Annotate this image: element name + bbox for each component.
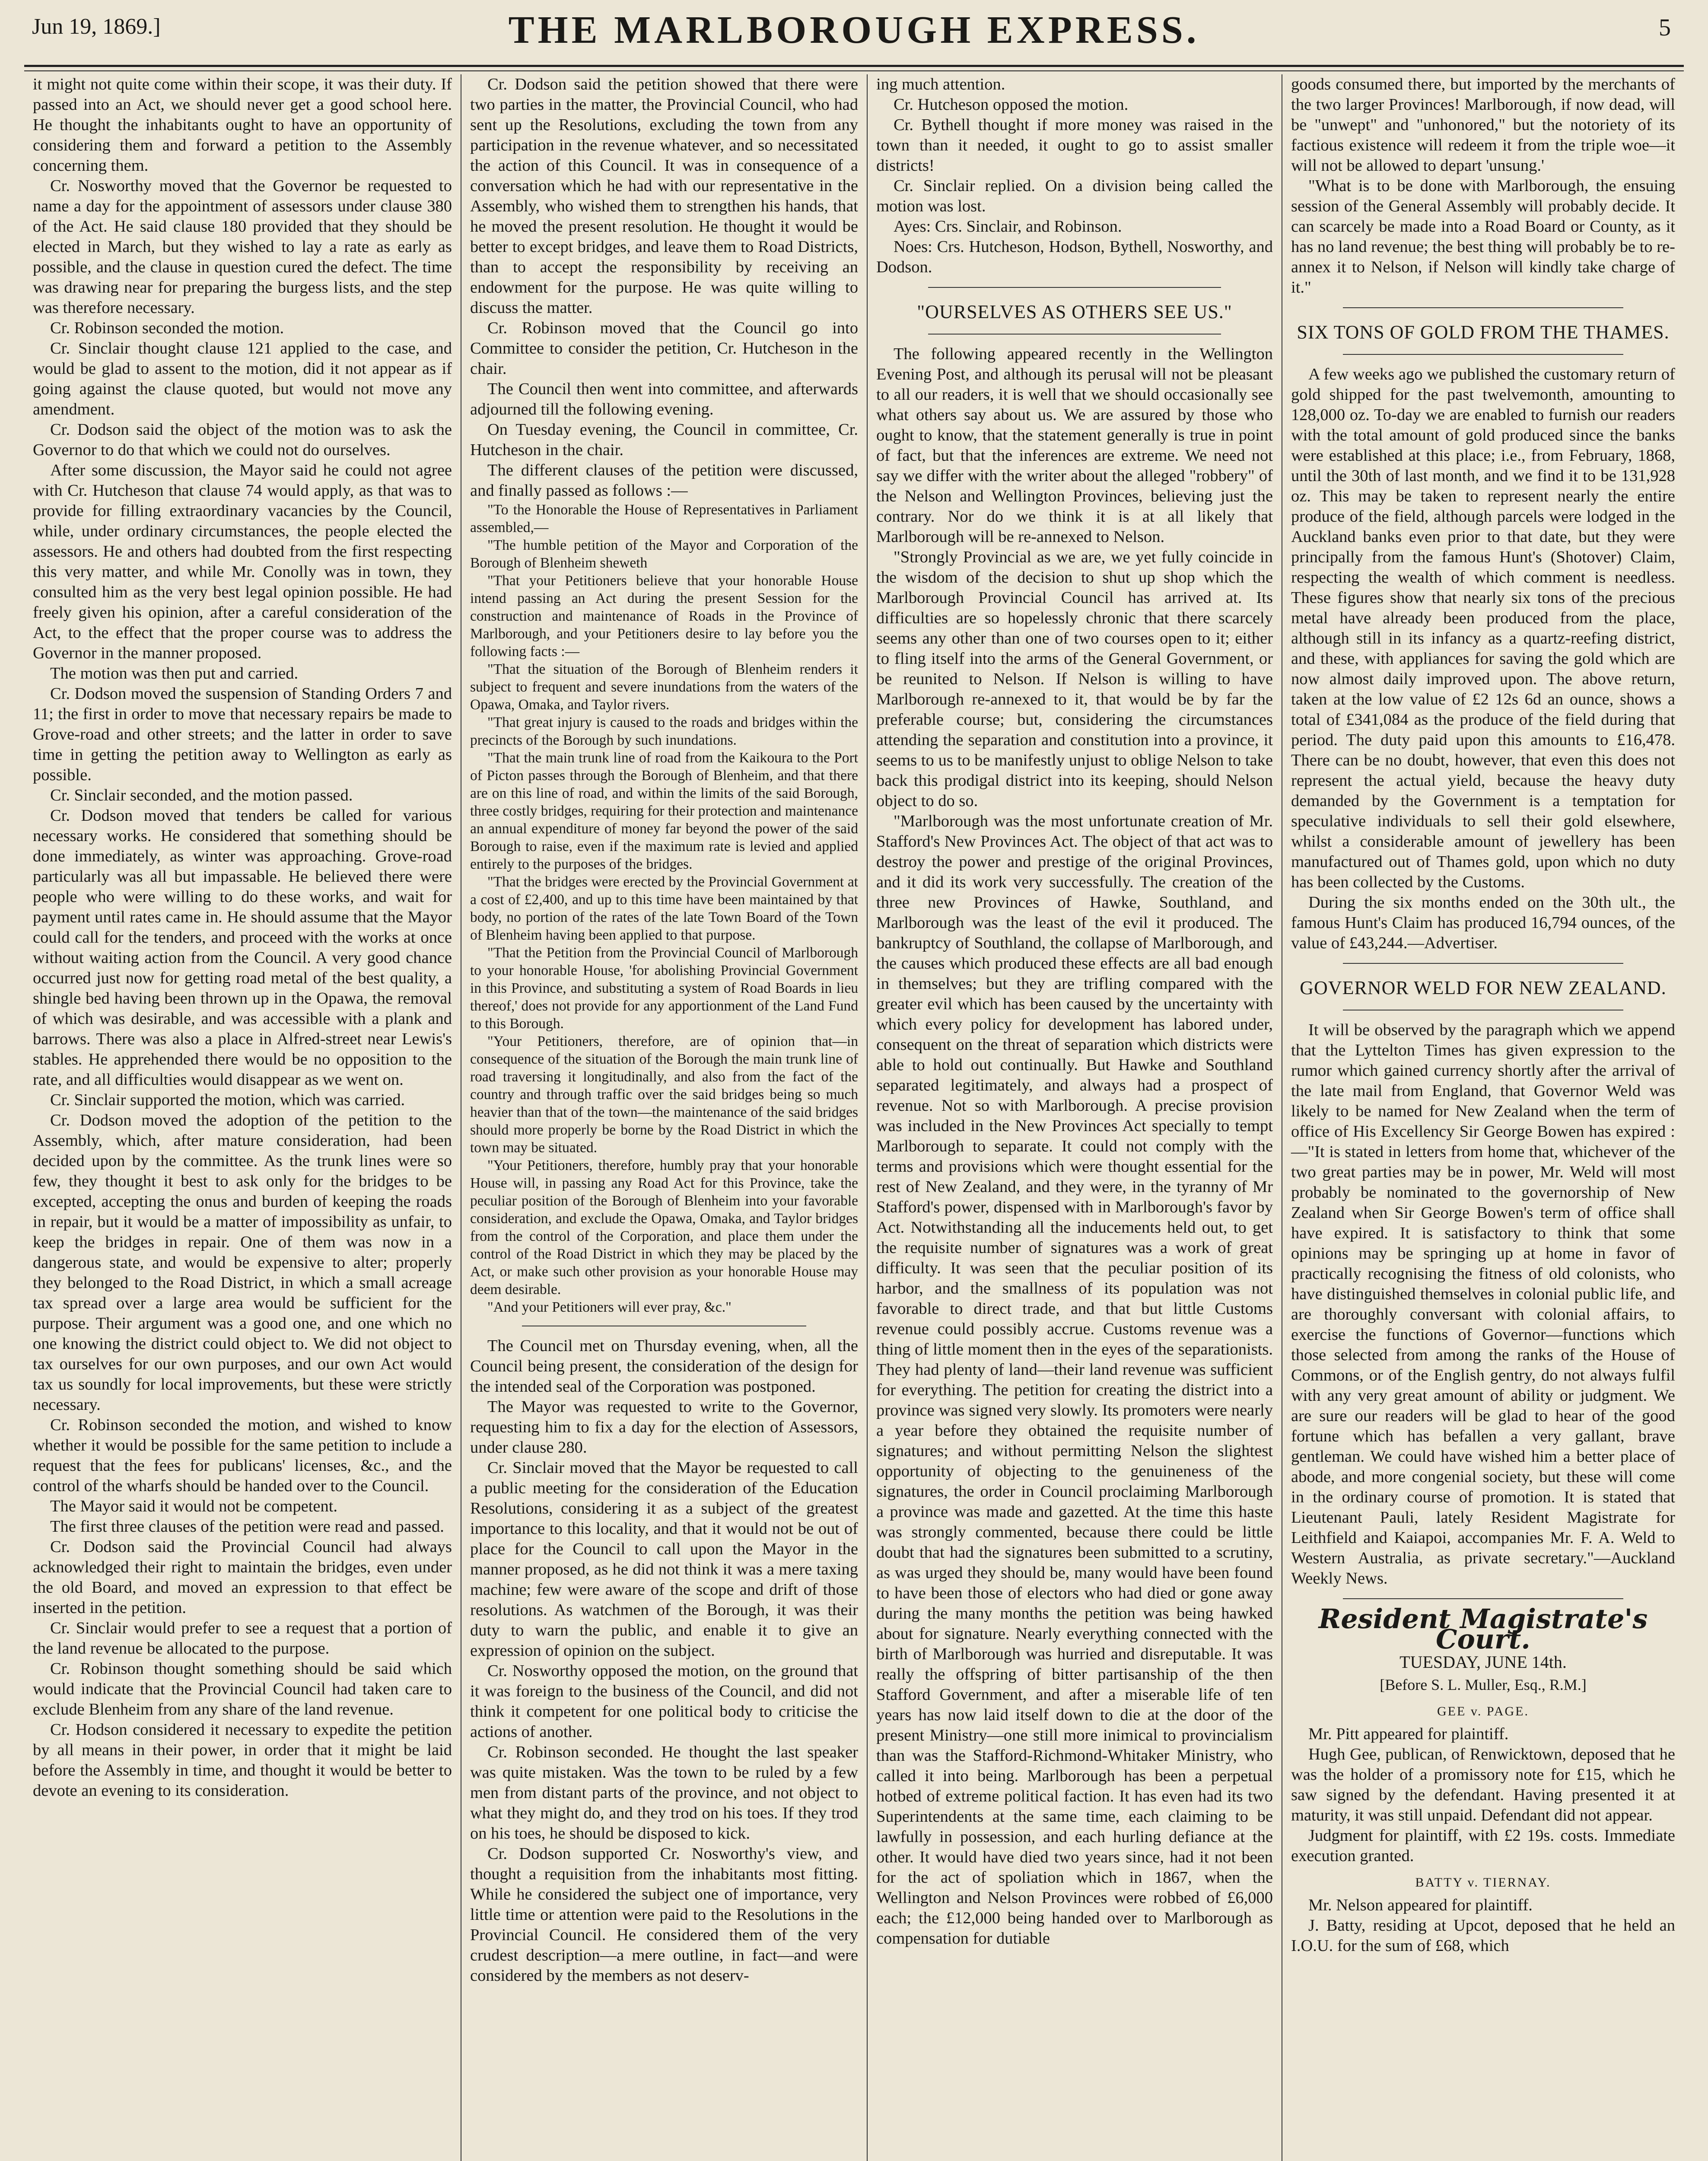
masthead-rule bbox=[24, 65, 1684, 71]
article-heading: "OURSELVES AS OTHERS SEE US." bbox=[917, 301, 1232, 322]
paragraph: Cr. Robinson seconded the motion. bbox=[50, 319, 284, 337]
petition-paragraph: "Your Petitioners, therefore, humbly pray that your honorable House will, in passing any Road Act for this Province, take the peculiar position of the Borough of Blenheim into your favorable consideration, and exclude the Opawa, Omaka, and Taylor bridges from the control of the Corporation, and place them under the control of the Road District in which they may be placed by the Act, or make such other provision as your honorable House may deem desirable. bbox=[470, 1157, 858, 1297]
paragraph: It will be observed by the paragraph which we append that the Lyttelton Times has given expression to the rumor which gained currency shortly after the arrival of the late mail from England, that Governor Weld was likely to be named for New Zealand when the term of office of His Excellency Sir George Bowen has expired :—"It is stated in letters from home that, whichever of the two great parties may be in power, Mr. Weld will most probably be nominated to the governorship of New Zealand when Sir George Bowen's term of office shall have expired. It is satisfactory to think that some opinions may be springing up at home in favor of practically recognising the fitness of old colonists, who have distinguished themselves in colonial public life, and are thoroughly conversant with colonial affairs, to exercise the functions of Governor—functions which those selected from among the ranks of the House of Commons, or of the English gentry, do not always fulfil with any very great amount of ability or judgment. We are sure our readers will be glad to hear of the good fortune which has befallen a very gallant, brave gentleman. We could have wished him a better place of abode, and more congenial society, but these will come in the ordinary course of promotion. It is stated that Lieutenant Pauli, lately Resident Magistrate for Leithfield and Kaiapoi, accompanies Mr. F. A. Weld to Western Australia, as private secretary."—Auckland Weekly News. bbox=[1291, 1021, 1675, 1587]
petition-paragraph: "That the Petition from the Provincial Council of Marlborough to your honorable House, 'for abolishing Provincial Government in this Province, and substituting a system of Road Boards in lieu thereof,' does not provide for any apportionment of the Land Fund to this Borough. bbox=[470, 945, 858, 1032]
paragraph: On Tuesday evening, the Council in committee, Cr. Hutcheson in the chair. bbox=[470, 421, 858, 459]
petition-paragraph: "That great injury is caused to the roads and bridges within the precincts of the Borough by such inundations. bbox=[470, 714, 858, 748]
section-divider bbox=[1343, 307, 1623, 308]
paragraph: Cr. Robinson thought something should be said which would indicate that the Provincial Council had taken care to exclude Blenheim from any share of the land revenue. bbox=[33, 1660, 452, 1718]
section-divider bbox=[1343, 1598, 1623, 1599]
paragraph: Cr. Sinclair seconded, and the motion passed. bbox=[50, 786, 353, 804]
masthead bbox=[24, 3, 1684, 55]
paragraph: The Mayor said it would not be competent. bbox=[50, 1497, 338, 1515]
paragraph: ing much attention. bbox=[876, 75, 1005, 93]
column-1 bbox=[24, 74, 461, 2161]
paragraph: Cr. Nosworthy moved that the Governor be requested to name a day for the appointment of assessors under clause 380 of the Act. He said clause 180 provided that they should be elected in March, but they wished to lay a rate as early as possible, and the clause in question cured the defect. The time was drawing near for preparing the burgess lists, and the step was therefore necessary. bbox=[33, 177, 452, 317]
column-4 bbox=[1282, 74, 1684, 2161]
paragraph: After some discussion, the Mayor said he could not agree with Cr. Hutcheson that clause 74 would apply, as that was to provide for filling extraordinary vacancies by the Council, while, under ordinary circumstances, the people elected the assessors. He and others had doubted from the first respecting this very matter, and while Mr. Conolly was in town, they consulted him as the very best legal opinion possible. He had freely given his opinion, after a careful consideration of the Act, to the effect that the proper course was to address the Governor in the manner proposed. bbox=[33, 461, 452, 662]
paragraph: The Mayor was requested to write to the Governor, requesting him to fix a day for the election of Assessors, under clause 280. bbox=[470, 1398, 858, 1457]
paragraph: During the six months ended on the 30th ult., the famous Hunt's Claim has produced 16,794 ounces, of the value of £43,244.—Advertiser. bbox=[1291, 893, 1675, 952]
paragraph: Mr. Nelson appeared for plaintiff. bbox=[1308, 1896, 1533, 1914]
paragraph: The Council then went into committee, and afterwards adjourned till the following evening. bbox=[470, 380, 858, 418]
paragraph: The following appeared recently in the Wellington Evening Post, and although its perusal will not be pleasant to all our readers, it is well that we should occasionally see what others say about us. We are assured by those who ought to know, that the statement generally is true in point of fact, but that the inferences are extreme. We need not say we differ with the writer about the alleged "robbery" of the Nelson and Wellington Provinces, believing just the contrary. Nor do we think it is at all likely that Marlborough will be re-annexed to Nelson. bbox=[876, 345, 1273, 546]
paragraph: Cr. Dodson moved that tenders be called for various necessary works. He considered that something should be done immediately, as winter was approaching. Grove-road particularly was all but impassable. He believed there were people who were willing to do these works, and wait for payment until rates came in. He should assume that the Mayor could call for the tenders, and proceed with the works at once without waiting action from the Council. A very good chance occurred just now for getting road metal of the best quality, a shingle bed having been thrown up in the Opawa, the removal of which was desirable, and was accessible with a plank and barrows. There was also a place in Alfred-street near Lewis's stables. He apprehended there would be no opposition to the rate, and all difficulties would disappear as we went on. bbox=[33, 806, 452, 1089]
newspaper-title: THE MARLBOROUGH EXPRESS. bbox=[508, 9, 1200, 51]
court-date: TUESDAY, JUNE 14th. bbox=[1399, 1652, 1567, 1672]
paragraph: Cr. Sinclair replied. On a division being called the motion was lost. bbox=[876, 177, 1273, 215]
paragraph: Hugh Gee, publican, of Renwicktown, deposed that he was the holder of a promissory note for £15, which he saw signed by the defendant. Having presented it at maturity, it was still unpaid. Defendant did not appear. bbox=[1291, 1745, 1675, 1824]
paragraph: The different clauses of the petition were discussed, and finally passed as follows :— bbox=[470, 461, 858, 500]
paragraph: goods consumed there, but imported by the merchants of the two larger Provinces! Marlborough, if now dead, will be "unwept" and "unhonored," but the notoriety of its factious existence will redeem it from the triple woe—it will not be allowed to depart 'unsung.' bbox=[1291, 75, 1675, 175]
paragraph: Cr. Bythell thought if more money was raised in the town than it needed, it ought to go to assist smaller districts! bbox=[876, 116, 1273, 175]
paragraph: "What is to be done with Marlborough, the ensuing session of the General Assembly will probably decide. It can scarcely be made into a Road Board or County, as it has no land revenue; the best thing will probably be to re-annex it to Nelson, if Nelson will kindly take charge of it." bbox=[1291, 177, 1675, 296]
column-3 bbox=[867, 74, 1282, 2161]
paragraph: Cr. Sinclair thought clause 121 applied to the case, and would be glad to assent to the motion, did it not appear as if going against the clause quoted, but would not move any amendment. bbox=[33, 339, 452, 418]
paragraph: Noes: Crs. Hutcheson, Hodson, Bythell, Nosworthy, and Dodson. bbox=[876, 238, 1273, 276]
paragraph: J. Batty, residing at Upcot, deposed that he held an I.O.U. for the sum of £68, which bbox=[1291, 1916, 1675, 1955]
petition-paragraph: "The humble petition of the Mayor and Corporation of the Borough of Blenheim sheweth bbox=[470, 537, 858, 571]
paragraph: "Marlborough was the most unfortunate creation of Mr. Stafford's New Provinces Act. The object of that act was to destroy the power and prestige of the original Provinces, and it did its work very successfully. The creation of the three new Provinces of Hawke, Southland, and Marlborough was the least of the evil it produced. The bankruptcy of Southland, the collapse of Marlborough, and the causes which produced these effects are all bad enough in themselves; but they are trifling compared with the greater evil which has been caused by the uncertainty with which every policy for development has labored under, consequent on the threat of separation which districts were able to hold out continually. But Hawke and Southland separated legitimately, and always had a prospect of revenue. Not so with Marlborough. A precise provision was included in the New Provinces Act specially to tempt Marlborough to separate. It could not comply with the terms and provisions which were thought essential for the rest of New Zealand, and they were, in the tyranny of Mr Stafford's power, dispensed with in Marlborough's favor by Act. Notwithstanding all the inducements held out, to get the requisite number of signatures was a work of great difficulty. It was seen that the peculiar position of its harbor, and the smallness of its population was not favorable to direct trade, and that but little Customs revenue could possibly accrue. Customs revenue was a thing of little moment then in the eyes of the separationists. They had plenty of land—their land revenue was sufficient for everything. The petition for creating the district into a province was signed very slowly. Its promoters were nearly a year before they obtained the requisite number of signatures; and without permitting Nelson the slightest opportunity of objecting to the genuineness of the signatures, the order in Council proclaiming Marlborough a province was made and gazetted. At the time this haste was strongly commented, because there could be little doubt that had the signatures been submitted to a scrutiny, as was urged they should be, many would have been found to have been those of electors who had died or gone away during the many months the petition was being hawked about for signature. Nearly everything connected with the birth of Marlborough was hurried and disreputable. It was really the offspring of bitter partisanship of the then Stafford Government, and after a miserable life of ten years has now laid itself down to die at the door of the present Ministry—one still more inimical to provincialism than was the Stafford-Richmond-Whitaker Ministry, who called it into being. Marlborough has been a perpetual hotbed of extreme political faction. It has even had its two Superintendents at the same time, each claiming to be lawfully in possession, and each hurling defiance at the other. It would have died two years since, had it not been for the act of spoliation which in 1867, when the Wellington and Nelson Provinces were robbed of £6,000 each; the £12,000 being handed over to Marlborough as compensation for dutiable bbox=[876, 812, 1273, 1947]
paragraph: Cr. Robinson seconded. He thought the last speaker was quite mistaken. Was the town to be ruled by a few men from distant parts of the province, and not object to what they might do, and they trod on his toes. If they trod on his toes, he should be disposed to kick. bbox=[470, 1743, 858, 1842]
case-title: BATTY v. TIERNAY. bbox=[1415, 1875, 1551, 1890]
case-title: GEE v. PAGE. bbox=[1437, 1704, 1529, 1718]
paragraph: Cr. Dodson moved the suspension of Standing Orders 7 and 11; the first in order to move that necessary repairs be made to Grove-road and other streets; and the latter in order to save time in getting the petition away to Wellington as early as possible. bbox=[33, 685, 452, 784]
petition-paragraph: "To the Honorable the House of Representatives in Parliament assembled,— bbox=[470, 502, 858, 535]
page-number: 5 bbox=[1659, 14, 1671, 41]
paragraph: Cr. Sinclair would prefer to see a request that a portion of the land revenue be allocated to the purpose. bbox=[33, 1619, 452, 1657]
petition-paragraph: "That the bridges were erected by the Provincial Government at a cost of £2,400, and up to this time have been maintained by that body, no portion of the rates of the late Town Board of the Town of Blenheim having been applied to that purpose. bbox=[470, 874, 858, 943]
paragraph: Cr. Robinson seconded the motion, and wished to know whether it would be possible for the same petition to include a request that the fees for publicans' licenses, &c., and the control of the wharfs should be handed over to the Council. bbox=[33, 1416, 452, 1495]
paragraph: A few weeks ago we published the customary return of gold shipped for the past twelvemonth, amounting to 128,000 oz. To-day we are enabled to furnish our readers with the total amount of gold produced since the banks were established at this place; i.e., from February, 1868, until the 30th of last month, and we find it to be 131,928 oz. This may be taken to represent nearly the entire produce of the field, although parcels were lodged in the Auckland banks even prior to that date, but they were principally from the famous Hunt's (Shotover) Claim, respecting the wealth of which comment is needless. These figures show that nearly six tons of the precious metal have already been produced from the place, although still in its infancy as a quartz-reefing district, and these, with appliances for saving the gold which are now almost daily improved upon. The above return, taken at the low value of £2 12s 6d an ounce, shows a total of £341,084 as the produce of the field during that period. The duty paid upon this amounts to £16,478. There can be no doubt, however, that even this does not represent the actual yield, because the heavy duty demanded by the Government is a temptation for speculative individuals to sell their gold elsewhere, whilst a considerable amount of jewellery has been manufactured out of Thames gold, upon which no duty has been collected by the Customs. bbox=[1291, 365, 1675, 891]
paragraph: Cr. Robinson moved that the Council go into Committee to consider the petition, Cr. Hutcheson in the chair. bbox=[470, 319, 858, 378]
paragraph: The Council met on Thursday evening, when, all the Council being present, the consideration of the design for the intended seal of the Corporation was postponed. bbox=[470, 1337, 858, 1396]
issue-date: Jun 19, 1869.] bbox=[32, 14, 161, 39]
paragraph: Mr. Pitt appeared for plaintiff. bbox=[1308, 1725, 1509, 1743]
column-2 bbox=[461, 74, 867, 2161]
court-heading: Resident Magistrate's Court. bbox=[1318, 1603, 1648, 1655]
paragraph: Cr. Dodson said the object of the motion was to ask the Governor to do that which we could not do ourselves. bbox=[33, 421, 452, 459]
petition-paragraph: "That the situation of the Borough of Blenheim renders it subject to frequent and severe inundations from the waters of the Opawa, Omaka, and Taylor rivers. bbox=[470, 661, 858, 713]
paragraph: Cr. Dodson said the Provincial Council had always acknowledged their right to maintain the bridges, even under the old Board, and moved an expression to that effect be inserted in the petition. bbox=[33, 1538, 452, 1617]
section-divider bbox=[928, 287, 1221, 288]
paragraph: "Strongly Provincial as we are, we yet fully coincide in the wisdom of the decision to shut up shop which the Marlborough Provincial Council has arrived at. Its difficulties are so hopelessly chronic that there scarcely seems any other than one of two courses open to it; either to fling itself into the arms of the General Government, or be reunited to Nelson. If Nelson is willing to have Marlborough re-annexed to it, that would be by far the preferable course; but, considering the circumstances attending the separation and constitution into a province, it seems to us to be manifestly unjust to oblige Nelson to take back this prodigal district into its keeping, should Nelson object to do so. bbox=[876, 548, 1273, 810]
petition-paragraph: "That the main trunk line of road from the Kaikoura to the Port of Picton passes through the Borough of Blenheim, and that there are on this line of road, and within the limits of the said Borough, three costly bridges, requiring for their protection and maintenance an annual expenditure of money far beyond the power of the said Borough to raise, even if the maximum rate is levied and applied entirely to the purposes of the bridges. bbox=[470, 750, 858, 872]
petition-paragraph: "And your Petitioners will ever pray, &c." bbox=[487, 1299, 732, 1315]
paragraph: Cr. Dodson supported Cr. Nosworthy's view, and thought a requisition from the inhabitants most fitting. While he considered the subject one of importance, very little time or attention were paid to the Resolutions in the Provincial Council. He considered them of the very crudest description—a mere outline, in fact—and were considered by the members as not deserv- bbox=[470, 1845, 858, 1985]
paragraph: Judgment for plaintiff, with £2 19s. costs. Immediate execution granted. bbox=[1291, 1826, 1675, 1865]
petition-paragraph: "That your Petitioners believe that your honorable House intend passing an Act during the present Session for the construction and maintenance of Roads in the Province of Marlborough, and your Petitioners desire to lay before you the following facts :— bbox=[470, 573, 858, 660]
paragraph: Cr. Nosworthy opposed the motion, on the ground that it was foreign to the business of the Council, and did not think it competent for one political body to criticise the actions of another. bbox=[470, 1662, 858, 1741]
section-divider bbox=[928, 334, 1221, 335]
paragraph: Cr. Dodson said the petition showed that there were two parties in the matter, the Provincial Council, who had sent up the Resolutions, excluding the town from any participation in the revenue whatever, and so necessitated the action of this Council. It was in consequence of a conversation which he had with our representative in the Assembly, who wished them to strengthen his hands, that he moved the present resolution. He thought it would be better to except bridges, and leave them to Road Districts, than to accept the responsibility by receiving an endowment for the purpose. He was quite willing to discuss the matter. bbox=[470, 75, 858, 317]
petition-paragraph: "Your Petitioners, therefore, are of opinion that—in consequence of the situation of the Borough the main trunk line of road traversing it longitudinally, and also from the fact of the country and through traffic over the said bridges being so much heavier than that of the town—the maintenance of the said bridges should more properly be borne by the Road District in which the town may be situated. bbox=[470, 1033, 858, 1156]
paragraph: Cr. Dodson moved the adoption of the petition to the Assembly, which, after mature consideration, had been decided upon by the committee. As the trunk lines were so few, they thought it best to ask only for the bridges to be excepted, accepting the onus and burden of keeping the roads in repair, but it would be a matter of impossibility as unfair, to keep the bridges in repair. One of them was now in a dangerous state, and would be expensive to alter; properly they belonged to the Road District, in which a small acreage tax spread over a large area would be sufficient for the purpose. Their argument was a good one, and one which no one knowing the district could object to. We did not object to tax ourselves for our own purposes, and our own Act would tax us soundly for local improvements, but these were strictly necessary. bbox=[33, 1111, 452, 1414]
court-magistrate: [Before S. L. Muller, Esq., R.M.] bbox=[1380, 1676, 1587, 1693]
section-divider bbox=[1343, 963, 1623, 964]
paragraph: Cr. Sinclair moved that the Mayor be requested to call a public meeting for the consideration of the Education Resolutions, considering it as a subject of the greatest importance to this locality, and that it would not be out of place for the Council to call upon the Mayor in the manner proposed, as he did not think it was a mere taxing machine; few were aware of the scope and drift of those resolutions. As watchmen of the Borough, it was their duty to warn the public, and enable it to give an expression of opinion on the subject. bbox=[470, 1459, 858, 1660]
paragraph: Cr. Sinclair supported the motion, which was carried. bbox=[50, 1091, 405, 1109]
section-divider bbox=[1343, 354, 1623, 355]
paragraph: Ayes: Crs. Sinclair, and Robinson. bbox=[894, 217, 1122, 236]
paragraph: Cr. Hutcheson opposed the motion. bbox=[894, 96, 1129, 114]
paragraph: it might not quite come within their scope, it was their duty. If passed into an Act, we should never get a good school here. He thought the inhabitants ought to have an opportunity of considering them and forward a petition to the Assembly concerning them. bbox=[33, 75, 452, 175]
paragraph: The motion was then put and carried. bbox=[50, 664, 299, 682]
article-heading: SIX TONS OF GOLD FROM THE THAMES. bbox=[1297, 322, 1670, 343]
article-heading: GOVERNOR WELD FOR NEW ZEALAND. bbox=[1300, 977, 1667, 998]
paragraph: Cr. Hodson considered it necessary to expedite the petition by all means in their power, in order that it might be laid before the Assembly in time, and thought it would be better to devote an evening to its consideration. bbox=[33, 1721, 452, 1800]
paragraph: The first three clauses of the petition were read and passed. bbox=[50, 1517, 444, 1536]
